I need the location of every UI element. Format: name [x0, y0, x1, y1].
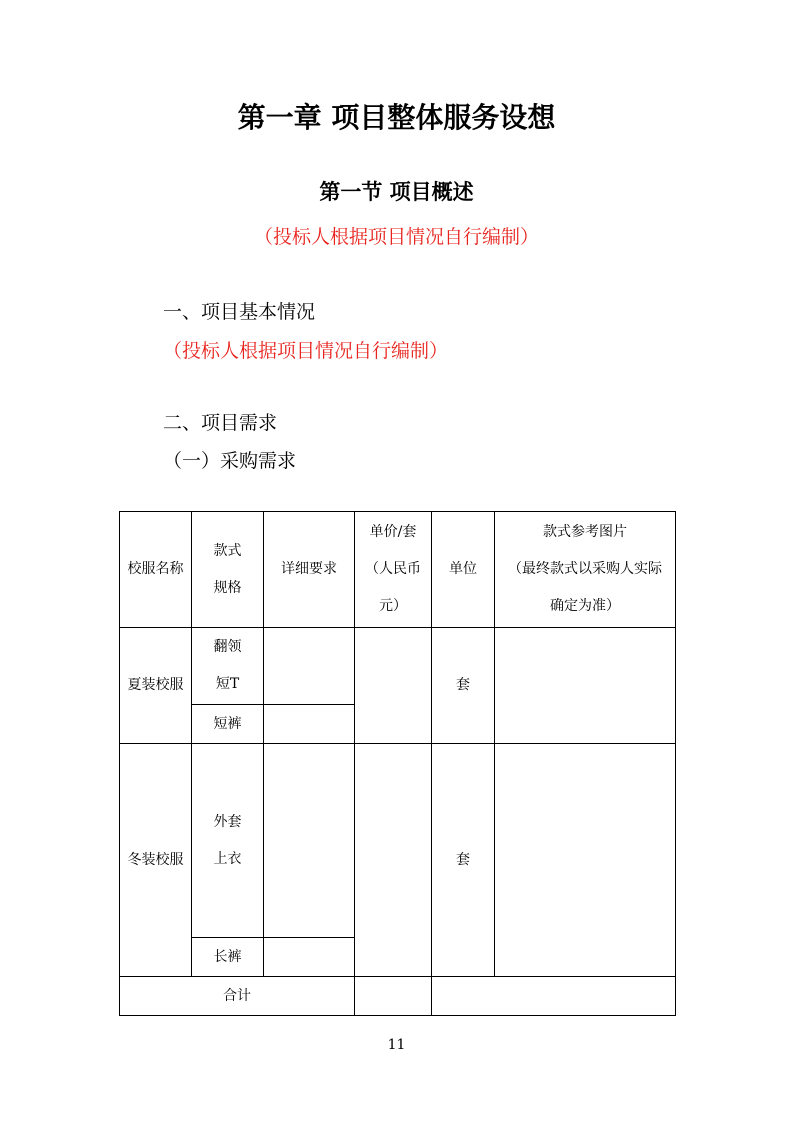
- header-style-spec: 款式 规格: [192, 512, 264, 628]
- header-unit: 单位: [432, 512, 495, 628]
- summer-unit-price: [355, 628, 432, 744]
- winter-trousers-requirements: [264, 938, 355, 977]
- summer-unit: 套: [432, 628, 495, 744]
- total-remaining: [432, 977, 676, 1016]
- summer-polo-requirements: [264, 628, 355, 705]
- instruction-note-center: （投标人根据项目情况自行编制）: [253, 226, 539, 248]
- header-uniform-name: 校服名称: [120, 512, 192, 628]
- page-number: 11: [387, 1037, 406, 1053]
- table-row-winter: [120, 744, 676, 938]
- heading-basic-info: 一、项目基本情况: [163, 301, 316, 323]
- header-requirements: 详细要求: [264, 512, 355, 628]
- winter-item-jacket: 外套 上衣: [192, 744, 264, 938]
- table-header-row: [120, 512, 676, 628]
- winter-item-trousers: 长裤: [192, 938, 264, 977]
- summer-shorts-requirements: [264, 705, 355, 744]
- header-reference-image: 款式参考图片 （最终款式以采购人实际 确定为准）: [495, 512, 676, 628]
- section-title: 第一节 项目概述: [319, 179, 474, 204]
- table-row-total: [120, 977, 676, 1016]
- heading-project-needs: 二、项目需求: [163, 412, 278, 434]
- subheading-procurement: （一）采购需求: [163, 450, 297, 472]
- table-row-summer: [120, 628, 676, 705]
- winter-unit-price: [355, 744, 432, 977]
- chapter-title: 第一章 项目整体服务设想: [237, 101, 556, 134]
- instruction-note-left: （投标人根据项目情况自行编制）: [163, 340, 449, 362]
- summer-item-polo: 翻领 短T: [192, 628, 264, 705]
- summer-uniform-name: 夏装校服: [120, 628, 192, 744]
- total-label: 合计: [120, 977, 355, 1016]
- summer-item-shorts: 短裤: [192, 705, 264, 744]
- total-price: [355, 977, 432, 1016]
- winter-uniform-name: 冬装校服: [120, 744, 192, 977]
- winter-jacket-requirements: [264, 744, 355, 938]
- procurement-table: [119, 511, 676, 1016]
- winter-unit: 套: [432, 744, 495, 977]
- header-unit-price: 单价/套 （人民币 元）: [355, 512, 432, 628]
- summer-reference-image: [495, 628, 676, 744]
- winter-reference-image: [495, 744, 676, 977]
